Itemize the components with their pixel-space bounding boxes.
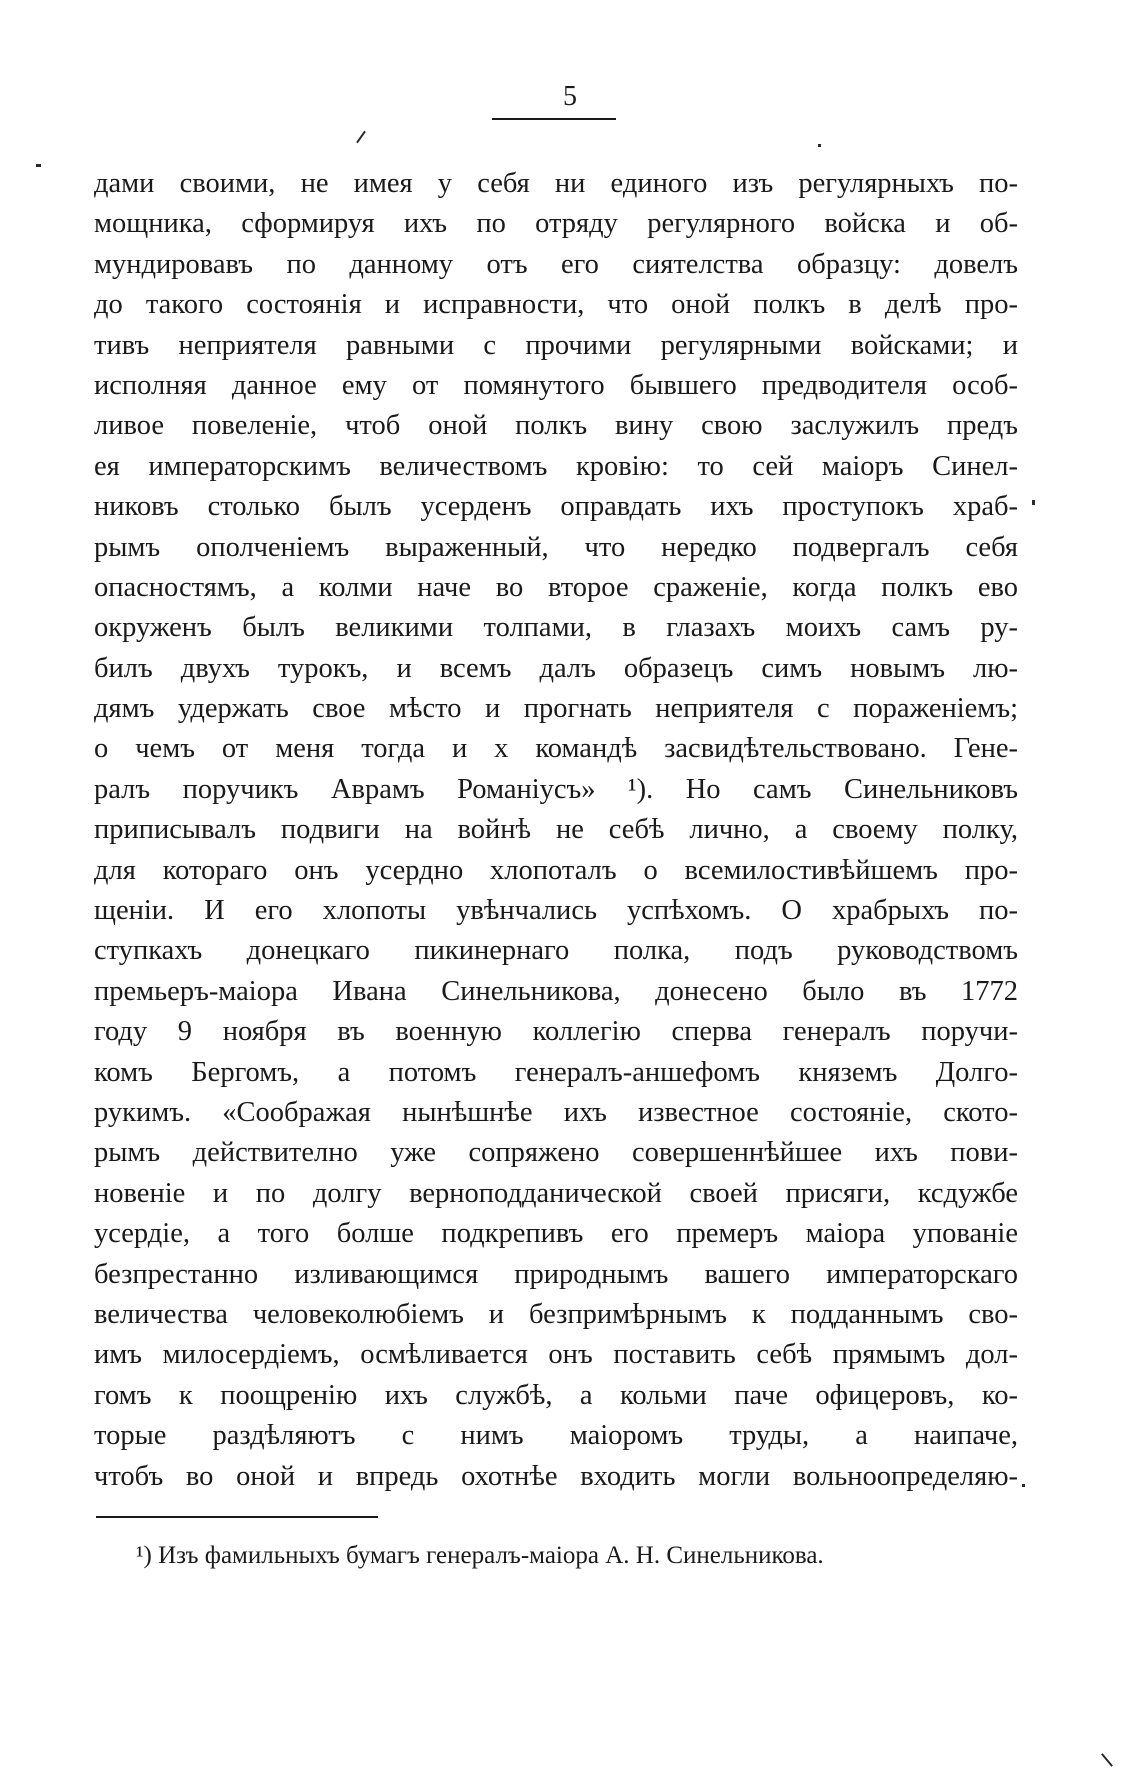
text-line: дямъ удержать свое мѣсто и прогнать неприятеля с пораженiемъ; [94,693,1018,725]
text-line: для котораго онъ усердно хлопоталъ о всемилостивѣйшемъ про- [94,854,1018,886]
text-line: приписывалъ подвиги на войнѣ не себѣ лично, а своему полку, [94,814,1018,846]
text-line: имъ милосердiемъ, осмѣливается онъ поставить себѣ прямымъ дол- [94,1339,1018,1371]
text-line: премьеръ-маiора Ивана Синельникова, донесено было въ 1772 [94,975,1018,1007]
text-line: окруженъ былъ великими толпами, в глазахъ моихъ самъ ру- [94,612,1018,644]
text-line: гомъ к поощренiю ихъ службѣ, а кольми паче офицеровъ, ко- [94,1379,1018,1411]
text-line: безпрестанно изливающимся природнымъ вашего императорскаго [94,1258,1018,1290]
page-number: 5 [563,81,577,112]
body-text [94,164,1018,1497]
text-line: никовъ столько былъ усерденъ оправдать ихъ проступокъ храб- [94,491,1018,523]
scan-speck [36,164,41,167]
text-line: рукимъ. «Соображая нынѣшнѣе ихъ известное состоянiе, ското- [94,1096,1018,1128]
text-line: ливое повеленiе, чтоб оной полкъ вину свою заслужилъ предъ [94,410,1018,442]
text-line: мундировавъ по данному отъ его сиятелства образцу: довелъ [94,248,1018,280]
text-line: усердiе, а того болше подкрепивъ его премеръ маiора упованiе [94,1218,1018,1250]
text-line: мощника, сформируя ихъ по отряду регулярного войска и об- [94,208,1018,240]
text-line: комъ Бергомъ, а потомъ генералъ-аншефомъ княземъ Долго- [94,1056,1018,1088]
text-line: опасностямъ, а колми наче во второе сраженiе, когда полкъ ево [94,571,1018,603]
text-line: году 9 ноября въ военную коллегiю сперва генералъ поручи- [94,1016,1018,1048]
text-line: о чемъ от меня тогда и х командѣ засвидѣтельствовано. Гене- [94,733,1018,765]
text-line: исполняя данное ему от помянутого бывшего предводителя особ- [94,369,1018,401]
text-line: торые раздѣляютъ с нимъ маiоромъ труды, а наипаче, [94,1420,1018,1452]
text-line: билъ двухъ турокъ, и всемъ далъ образецъ симъ новымъ лю- [94,652,1018,684]
text-line: до такого состоянiя и исправности, что оной полкъ в делѣ про- [94,289,1018,321]
text-line: ралъ поручикъ Аврамъ Романiусъ» ¹). Но самъ Синельниковъ [94,773,1018,805]
text-line: ступкахъ донецкаго пикинернаго полка, подъ руководствомъ [94,935,1018,967]
text-line: новенiе и по долгу верноподданической своей присяги, ксдужбе [94,1177,1018,1209]
page-number-rule [492,118,616,120]
text-line: чтобъ во оной и впредь охотнѣе входить могли вольноопределяю- [94,1460,1018,1492]
text-line: ея императорскимъ величествомъ кровiю: то сей маiоръ Синел- [94,450,1018,482]
text-line: дами своими, не имея у себя ни единого изъ регулярныхъ по- [94,168,1018,199]
scan-speck [818,144,821,147]
footnote-rule [96,1516,378,1518]
footnote: ¹) Изъ фамильныхъ бумагъ генералъ-маiора А. Н. Синельникова. [136,1542,824,1569]
scan-stroke [1101,1753,1113,1767]
scan-speck [1022,1484,1025,1487]
text-line: рымъ действително уже сопряжено совершеннѣйшее ихъ пови- [94,1137,1018,1169]
text-line: щенiи. И его хлопоты увѣнчались успѣхомъ. О храбрыхъ по- [94,895,1018,927]
text-line: тивъ неприятеля равными с прочими регулярными войсками; и [94,329,1018,361]
text-line: величества человеколюбiемъ и безпримѣрнымъ к подданнымъ сво- [94,1298,1018,1330]
text-line: рымъ ополченiемъ выраженный, что нередко подвергалъ себя [94,531,1018,563]
scan-speck [1032,500,1035,505]
scan-stroke [356,131,366,144]
